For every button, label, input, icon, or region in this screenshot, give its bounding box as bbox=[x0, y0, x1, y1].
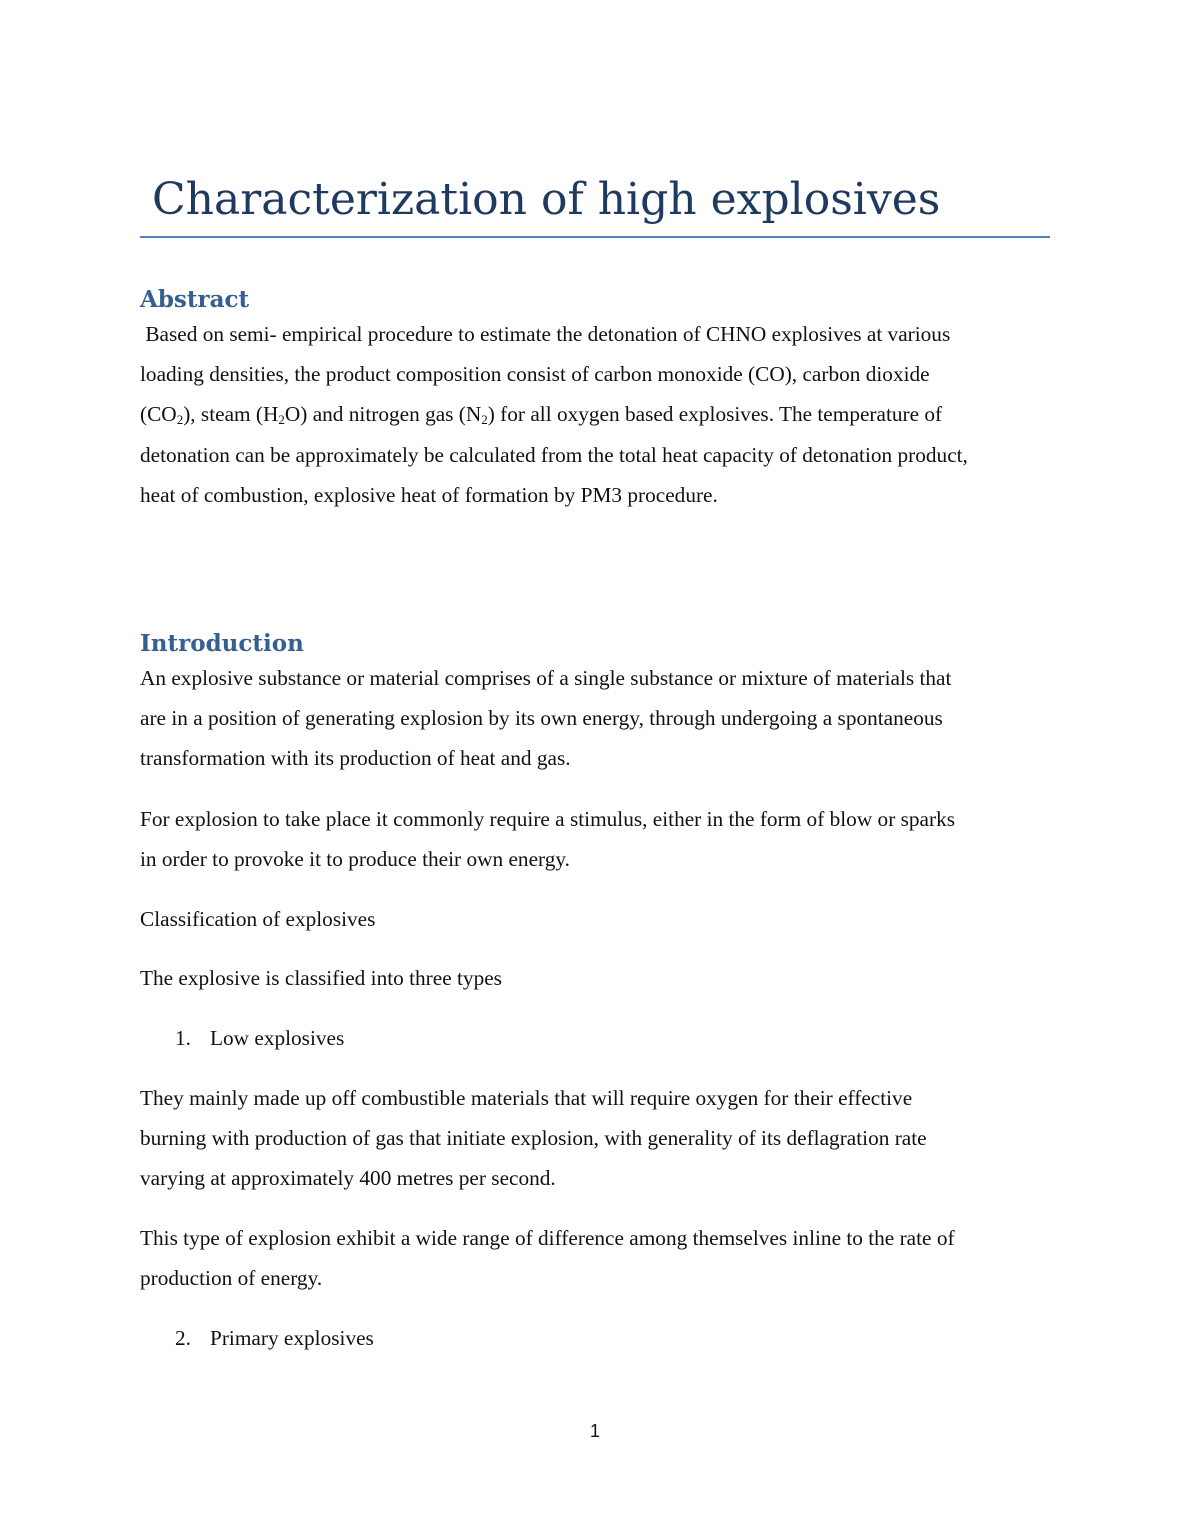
paragraph-line: For explosion to take place it commonly require a stimulus, either in the form of blow or sparks bbox=[140, 807, 956, 831]
types-intro bbox=[140, 958, 1052, 998]
list-item-text: Primary explosives bbox=[210, 1326, 374, 1350]
paragraph-line: Classification of explosives bbox=[140, 907, 376, 931]
paragraph-line: An explosive substance or material comprises of a single substance or mixture of materials that bbox=[140, 666, 952, 690]
list-number: 1. bbox=[175, 1026, 191, 1050]
introduction-heading: Introduction bbox=[140, 630, 304, 657]
introduction-paragraph-2 bbox=[140, 799, 1052, 879]
paragraph-line: in order to provoke it to produce their own energy. bbox=[140, 847, 570, 872]
introduction-paragraph-1 bbox=[140, 658, 1052, 779]
abstract-line: loading densities, the product composition consist of carbon monoxide (CO), carbon dioxide bbox=[140, 362, 930, 387]
subscript: 2 bbox=[176, 412, 184, 428]
abstract-line: heat of combustion, explosive heat of formation by PM3 procedure. bbox=[140, 482, 718, 507]
document-title: Characterization of high explosives bbox=[152, 174, 941, 225]
classification-label bbox=[140, 899, 1052, 939]
abstract-line: Based on semi- empirical procedure to estimate the detonation of CHNO explosives at various bbox=[140, 322, 951, 346]
paragraph-line: production of energy. bbox=[140, 1266, 323, 1291]
page-number: 1 bbox=[589, 1421, 600, 1441]
abstract-line-formulas bbox=[140, 394, 1052, 434]
list-item-text: Low explosives bbox=[210, 1026, 345, 1050]
paragraph-line: burning with production of gas that initiate explosion, with generality of its deflagration rate bbox=[140, 1126, 927, 1151]
title-underline-rule bbox=[140, 236, 1050, 238]
subscript: 2 bbox=[278, 412, 285, 428]
subscript: 2 bbox=[481, 412, 488, 428]
list-item-low-explosives bbox=[175, 1018, 344, 1058]
low-explosives-paragraph-1 bbox=[140, 1078, 1052, 1199]
paragraph-line: varying at approximately 400 metres per second. bbox=[140, 1166, 556, 1191]
list-number: 2. bbox=[175, 1326, 191, 1350]
abstract-paragraph bbox=[140, 314, 1052, 515]
abstract-heading: Abstract bbox=[140, 286, 250, 313]
list-item-primary-explosives bbox=[175, 1318, 374, 1358]
paragraph-line: The explosive is classified into three types bbox=[140, 966, 502, 990]
abstract-text-segment: O) and nitrogen gas (N bbox=[284, 402, 482, 427]
paragraph-line: are in a position of generating explosion by its own energy, through undergoing a spontaneous bbox=[140, 706, 943, 731]
paragraph-line: transformation with its production of heat and gas. bbox=[140, 746, 571, 771]
low-explosives-paragraph-2 bbox=[140, 1218, 1052, 1298]
abstract-line: detonation can be approximately be calculated from the total heat capacity of detonation product, bbox=[140, 442, 968, 467]
abstract-text-segment: (CO bbox=[140, 402, 177, 427]
abstract-text-segment: ) for all oxygen based explosives. The temperature of bbox=[487, 402, 943, 427]
paragraph-line: They mainly made up off combustible materials that will require oxygen for their effective bbox=[140, 1086, 913, 1110]
abstract-text-segment: ), steam (H bbox=[183, 402, 279, 427]
paragraph-line: This type of explosion exhibit a wide range of difference among themselves inline to the rate of bbox=[140, 1226, 955, 1250]
